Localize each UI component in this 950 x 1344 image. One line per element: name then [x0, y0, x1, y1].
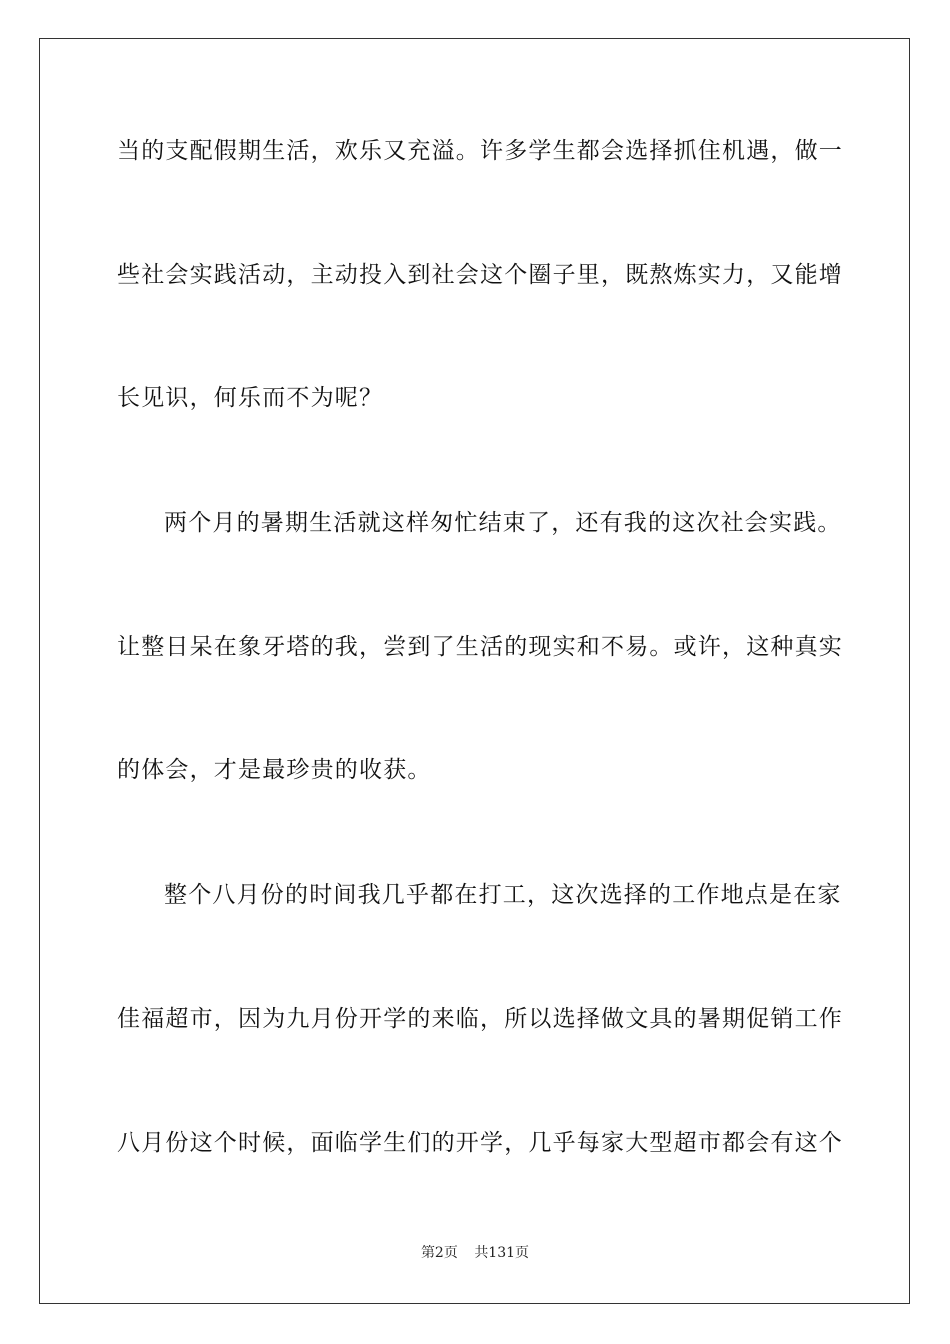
text-line: 佳福超市，因为九月份开学的来临，所以选择做文具的暑期促销工作	[117, 1006, 843, 1032]
page-total: 共131页	[474, 1245, 530, 1261]
page-number: 第2页	[420, 1245, 458, 1261]
text-line: 长见识，何乐而不为呢？	[117, 385, 384, 411]
paragraph-first-line: 整个八月份的时间我几乎都在打工，这次选择的工作地点是在家	[164, 882, 842, 908]
text-line: 让整日呆在象牙塔的我，尝到了生活的现实和不易。或许，这种真实	[117, 634, 843, 660]
page-footer	[0, 1244, 950, 1262]
paragraph-first-line: 两个月的暑期生活就这样匆忙结束了，还有我的这次社会实践。	[164, 510, 842, 536]
text-line: 八月份这个时候，面临学生们的开学，几乎每家大型超市都会有这个	[117, 1130, 843, 1156]
text-line: 的体会，才是最珍贵的收获。	[117, 757, 432, 783]
page-frame	[39, 38, 910, 1304]
text-line: 当的支配假期生活，欢乐又充溢。许多学生都会选择抓住机遇，做一	[117, 138, 843, 164]
text-line: 些社会实践活动，主动投入到社会这个圈子里，既熬炼实力，又能增	[117, 262, 843, 288]
